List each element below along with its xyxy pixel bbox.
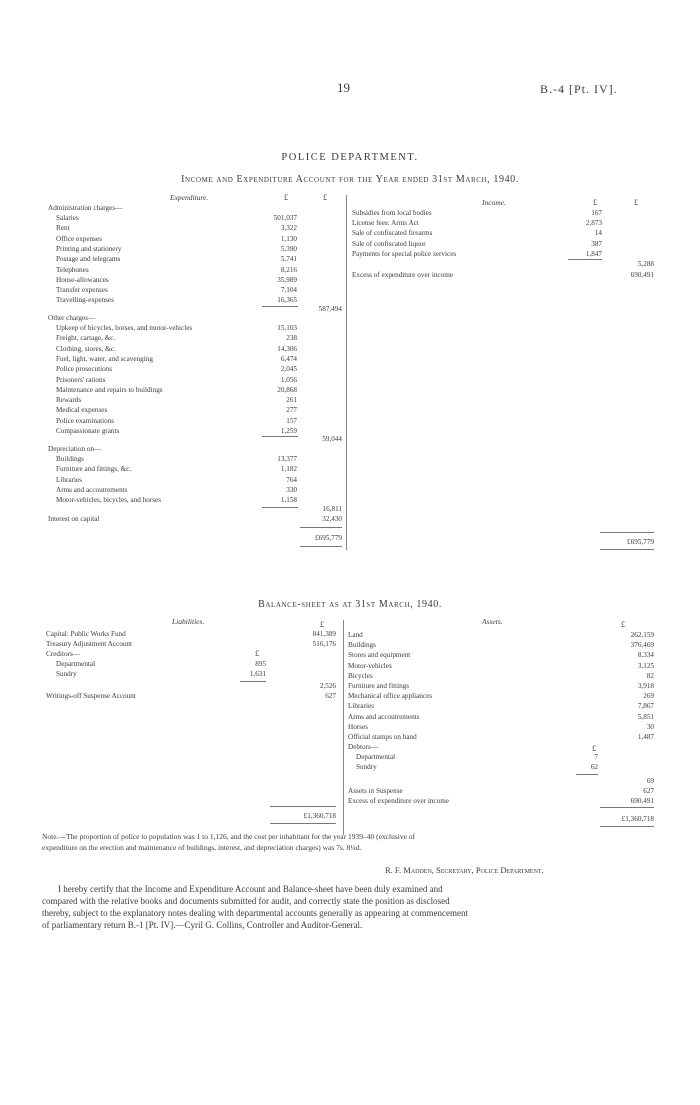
income-row: [352, 249, 602, 259]
income-grand-total: £695,779: [627, 538, 654, 546]
row-label: Police prosecutions: [56, 365, 113, 374]
debtor-row: [356, 762, 598, 772]
rule-line: [300, 546, 342, 547]
row-label: Motor-vehicles: [348, 661, 392, 670]
row-label: Arms and accoutrements: [348, 712, 420, 721]
row-label: Salaries: [56, 214, 79, 222]
row-label: Sale of confiscated firearms: [352, 229, 433, 238]
admin-row: [56, 213, 297, 223]
row-value: 690,491: [630, 271, 654, 279]
balance-sheet-title: Balance-sheet as at 31st March, 1940.: [258, 599, 442, 610]
row-label: Printing and stationery: [56, 244, 122, 253]
row-value: 1,130: [280, 234, 297, 243]
group-label: Depreciation on—: [48, 445, 102, 453]
row-value: 1,158: [280, 496, 297, 505]
row-value: 2,045: [280, 365, 297, 374]
other-row: [56, 333, 297, 343]
certificate-line-3: thereby, subject to the explanatory notes dealing with departmental accounts generally as appearing at commencement: [42, 908, 469, 918]
row-value: 16,365: [277, 296, 297, 305]
assets-total: £1,360,718: [621, 815, 654, 823]
row-label: Departmental: [356, 753, 396, 761]
row-value: 1,631: [249, 670, 266, 678]
asset-row: [348, 701, 654, 711]
debtors-total: 69: [646, 777, 654, 785]
admin-row: [56, 285, 297, 295]
row-label: Excess of expenditure over income: [348, 797, 449, 805]
page-reference: B.-4 [Pt. IV].: [540, 82, 618, 96]
assets-col-header: £: [621, 620, 625, 629]
row-value: 269: [643, 692, 654, 701]
row-value: 387: [591, 239, 602, 248]
depreciation-row: [56, 475, 297, 485]
row-value: 7,867: [637, 702, 654, 711]
other-row: [56, 364, 297, 374]
row-value: 3,125: [637, 661, 654, 670]
row-value: 30: [646, 722, 654, 731]
other-row: [56, 405, 297, 415]
row-label: Sale of confiscated liquor: [352, 239, 426, 248]
note-line-1: Note.—The proportion of police to population was 1 to 1,126, and the cost per inhabitant for the year 1939–40 (exclusive of: [42, 832, 416, 841]
row-value: 5,390: [280, 244, 297, 253]
rule-line: [600, 807, 654, 808]
row-label: Compassionate grants: [56, 427, 120, 435]
asset-row: [348, 650, 654, 660]
depreciation-row: [56, 485, 297, 495]
row-value: 82: [646, 671, 654, 680]
column-divider: [346, 195, 347, 550]
other-row: [56, 375, 297, 385]
row-label: Departmental: [56, 660, 96, 668]
row-label: Rewards: [56, 396, 82, 405]
row-label: Furniture and fittings, &c.: [56, 465, 132, 474]
depreciation-row: [56, 495, 297, 505]
row-label: Treasury Adjustment Account: [46, 640, 132, 648]
expenditure-grand-total: £695,779: [315, 534, 342, 542]
row-label: Writings-off Suspense Account: [46, 692, 136, 700]
row-value: 1,847: [585, 249, 602, 258]
row-label: Horses: [348, 722, 368, 731]
row-label: Maintenance and repairs to buildings: [56, 385, 163, 394]
row-label: Buildings: [348, 641, 376, 650]
row-value: 35,989: [277, 275, 297, 284]
row-value: 3,918: [637, 682, 654, 690]
asset-row: [348, 681, 654, 691]
admin-row: [56, 234, 297, 244]
row-value: 841,389: [312, 630, 336, 638]
row-label: Assets in Suspense: [348, 787, 403, 795]
row-label: Libraries: [348, 702, 374, 711]
other-row: [56, 344, 297, 354]
income-row: [352, 218, 602, 228]
debtor-row: [356, 752, 598, 762]
account-subtitle: Income and Expenditure Account for the Year ended 31st March, 1940.: [181, 174, 519, 185]
other-row: [56, 395, 297, 405]
row-value: 1,487: [637, 733, 654, 741]
admin-row: [56, 295, 297, 305]
asset-row: [348, 630, 654, 640]
row-value: 20,868: [277, 385, 297, 394]
row-value: 895: [255, 660, 266, 668]
row-value: 277: [286, 406, 297, 415]
row-value: 3,322: [280, 224, 297, 233]
page-number: 19: [337, 80, 350, 95]
row-label: Mechanical office appliances: [348, 692, 433, 701]
admin-row: [56, 275, 297, 285]
row-label: Clothing, stores, &c.: [56, 344, 116, 353]
admin-row: [56, 223, 297, 233]
row-label: Travelling-expenses: [56, 296, 115, 305]
interest-row: [48, 514, 342, 524]
rule-line: [600, 549, 654, 550]
income-subtotal: 5,288: [637, 260, 654, 268]
row-value: 157: [286, 416, 297, 425]
group-label: Debtors—: [348, 743, 378, 751]
income-col-header-2: £: [634, 198, 638, 207]
row-value: 627: [325, 692, 336, 700]
row-label: Fuel, light, water, and scavenging: [56, 354, 153, 363]
row-label: Furniture and fittings: [348, 682, 410, 690]
creditors-total: 2,526: [319, 682, 336, 690]
row-value: 13,377: [277, 455, 297, 463]
row-label: Sundry: [356, 763, 377, 771]
row-value: 238: [286, 334, 297, 343]
row-label: Subsidies from local bodies: [352, 209, 432, 217]
row-label: Capital: Public Works Fund: [46, 630, 126, 638]
rule-line: [568, 259, 602, 260]
rule-line: [600, 532, 654, 533]
row-label: Prisoners' rations: [56, 375, 106, 384]
row-label: Land: [348, 631, 363, 639]
expenditure-heading: Expenditure.: [170, 193, 209, 202]
certificate-line-4: of parliamentary return B.-1 [Pt. IV].—Cyril G. Collins, Controller and Auditor-General.: [42, 920, 363, 930]
row-value: 2,873: [585, 219, 602, 228]
row-label: Official stamps on hand: [348, 733, 417, 741]
other-row: [56, 426, 297, 436]
income-heading: Income.: [482, 198, 506, 207]
group-label: Other charges—: [48, 314, 96, 322]
rule-line: [270, 823, 336, 824]
group-label: Administration charges—: [48, 204, 123, 212]
row-label: Libraries: [56, 475, 82, 484]
admin-total: 587,494: [318, 305, 342, 313]
asset-row: [348, 691, 654, 701]
other-row: [56, 385, 297, 395]
row-value: 5,741: [280, 255, 297, 264]
row-label: House-allowances: [56, 275, 109, 284]
note-line-2: expenditure on the erection and maintenance of buildings, interest, and depreciation charges) was 7s. 8¼d.: [42, 843, 362, 852]
admin-row: [56, 265, 297, 275]
row-label: Stores and equipment: [348, 651, 411, 660]
admin-row: [56, 244, 297, 254]
liabilities-heading: Liabilities.: [172, 617, 205, 626]
asset-row: [348, 661, 654, 671]
row-label: Transfer expenses: [56, 286, 108, 295]
row-value: 14: [594, 229, 602, 238]
liabilities-col-header: £: [320, 620, 324, 629]
debtors-col-header: £: [592, 744, 596, 753]
excess-row: [348, 796, 654, 806]
row-value: 6,474: [280, 354, 297, 363]
rule-line: [262, 436, 298, 437]
other-row: [56, 416, 297, 426]
row-value: 62: [590, 763, 598, 771]
row-value: 7: [594, 753, 598, 761]
row-label: Arms and accoutrements: [56, 485, 128, 494]
row-label: Upkeep of bicycles, horses, and motor-vehicles: [56, 324, 193, 332]
rule-line: [300, 527, 342, 528]
asset-row: [348, 712, 654, 722]
row-value: 376,469: [630, 641, 654, 650]
row-value: 330: [286, 485, 297, 494]
row-label: Interest on capital: [48, 515, 100, 523]
row-label: Police examinations: [56, 416, 115, 425]
row-value: 764: [286, 475, 297, 484]
income-col-header-1: £: [593, 198, 597, 207]
asset-row: [348, 671, 654, 681]
certificate-line-1: I hereby certify that the Income and Expenditure Account and Balance-sheet have been duly examined and: [58, 884, 443, 894]
asset-row: [348, 722, 654, 732]
other-total: 59,044: [322, 435, 342, 443]
row-value: 501,037: [273, 214, 297, 222]
expenditure-col-header-2: £: [323, 193, 327, 202]
other-row: [56, 354, 297, 364]
row-value: 14,306: [277, 344, 297, 353]
group-label: Creditors—: [46, 650, 80, 658]
asset-row: [348, 732, 654, 742]
liability-row: [46, 629, 336, 639]
income-row: [352, 228, 602, 238]
depreciation-row: [56, 454, 297, 464]
creditor-row: [56, 669, 266, 679]
row-label: Bicycles: [348, 671, 373, 680]
row-label: Telephones: [56, 265, 89, 274]
row-value: 1,182: [280, 465, 297, 474]
row-label: Office expenses: [56, 234, 102, 243]
rule-line: [270, 806, 336, 807]
signature: R. F. Madden, Secretary, Police Department.: [385, 865, 544, 875]
row-value: 1,259: [280, 427, 297, 435]
row-label: Rent: [56, 224, 70, 233]
row-value: 32,430: [322, 515, 342, 523]
rule-line: [600, 826, 654, 827]
row-label: Postage and telegrams: [56, 255, 121, 264]
row-value: 261: [286, 396, 297, 405]
row-label: Sundry: [56, 670, 77, 678]
row-value: 8,216: [280, 265, 297, 274]
row-label: License fees: Arms Act: [352, 219, 419, 228]
row-value: 5,851: [637, 712, 654, 721]
page-title: POLICE DEPARTMENT.: [281, 152, 419, 163]
row-value: 1,056: [280, 375, 297, 384]
asset-row: [348, 640, 654, 650]
creditor-row: [56, 659, 266, 669]
rule-line: [262, 507, 298, 508]
row-value: 15,103: [277, 324, 297, 332]
row-value: 167: [591, 209, 602, 217]
income-row: [352, 208, 602, 218]
row-label: Motor-vehicles, bicycles, and horses: [56, 496, 162, 505]
row-label: Excess of expenditure over income: [352, 271, 453, 279]
row-label: Medical expenses: [56, 406, 108, 415]
writings-off-row: [46, 691, 336, 701]
certificate-line-2: compared with the relative books and documents submitted for audit, and correctly state the position as disclosed: [42, 896, 450, 906]
rule-line: [240, 681, 266, 682]
assets-heading: Assets.: [482, 617, 503, 626]
row-value: 7,104: [280, 286, 297, 295]
row-value: 8,334: [637, 651, 654, 660]
depreciation-row: [56, 464, 297, 474]
depreciation-total: 16,811: [322, 505, 342, 513]
row-value: 262,159: [630, 631, 654, 639]
row-label: Freight, cartage, &c.: [56, 334, 116, 343]
liability-row: [46, 639, 336, 649]
income-excess-row: [352, 270, 654, 280]
row-value: 690,491: [630, 797, 654, 805]
rule-line: [576, 774, 598, 775]
income-row: [352, 239, 602, 249]
rule-line: [262, 306, 298, 307]
suspense-row: [348, 786, 654, 796]
other-row: [56, 323, 297, 333]
liabilities-total: £1,360,718: [303, 812, 336, 820]
row-label: Buildings: [56, 455, 84, 463]
row-value: 627: [643, 787, 654, 795]
row-value: 516,176: [312, 640, 336, 648]
admin-row: [56, 254, 297, 264]
column-divider: [343, 620, 344, 835]
creditors-col-header: £: [255, 649, 259, 658]
expenditure-col-header-1: £: [284, 193, 288, 202]
row-label: Payments for special police services: [352, 249, 457, 258]
